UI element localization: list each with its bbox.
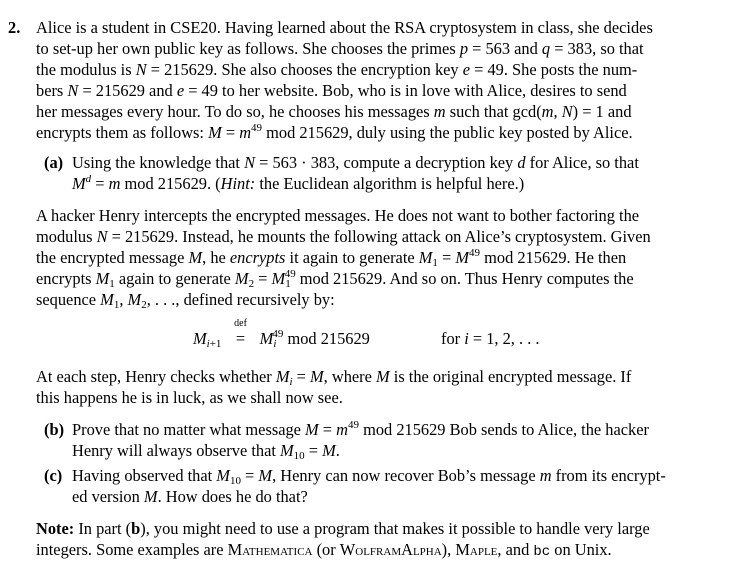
intro-line-2: to set-up her own public key as follows. She chooses the primes p = 563 and q = 383, so that xyxy=(36,39,644,58)
part-b-line-1: Prove that no matter what message $M = m^{49}$ mod 215629 Bob sends to Alice, the hacker xyxy=(72,419,649,439)
intro-line-3: the modulus is N = 215629. She also chooses the encryption key e = 49. She posts the num- xyxy=(36,60,638,79)
intro-line-5: her messages every hour. To do so, he chooses his messages m such that gcd(m, N) = 1 and xyxy=(36,102,632,121)
part-a-line-2: $M^d = m$ mod 215629. (Hint: the Euclidean algorithm is helpful here.) xyxy=(72,173,525,193)
part-a-label: (a) xyxy=(44,153,64,172)
attack-line-3: the encrypted message M, he encrypts it again to generate $M1 = M^{49}$ mod 215629. He then xyxy=(36,247,627,269)
part-b-line-2: Henry will always observe that M10 = M. xyxy=(72,441,340,462)
part-a-line-1: Using the knowledge that N = 563 · 383, compute a decryption key d for Alice, so that xyxy=(72,153,639,172)
check-line-1: At each step, Henry checks whether Mi = M, where M is the original encrypted message. If xyxy=(36,367,632,388)
check-line-2: this happens he is in luck, as we shall now see. xyxy=(36,388,343,407)
attack-line-4: encrypts M1 again to generate $M2 = M1^{49}$ mod 215629. And so on. Thus Henry computes the xyxy=(36,268,634,290)
intro-line-1: Alice is a student in CSE20. Having learned about the RSA cryptosystem in class, she decides xyxy=(36,18,653,37)
recursion-condition: for i = 1, 2, . . . xyxy=(441,329,540,348)
note-line-2: integers. Some examples are Mathematica (or WolframAlpha), Maple, and bc on Unix. xyxy=(36,540,612,560)
recursion-equation: Mi+1 def = Mi$^{49}$ mod 215629 xyxy=(193,318,370,350)
def-mark: def xyxy=(234,318,247,329)
note-label: Note: xyxy=(36,519,75,538)
intro-line-6: encrypts them as follows: $M = m^{49}$ mod 215629, duly using the public key posted by Alice. xyxy=(36,122,633,142)
part-c-label: (c) xyxy=(44,466,63,485)
part-c-line-2: ed version M. How does he do that? xyxy=(72,487,308,506)
attack-line-1: A hacker Henry intercepts the encrypted messages. He does not want to bother factoring the xyxy=(36,206,640,225)
attack-line-2: modulus N = 215629. Instead, he mounts the following attack on Alice’s cryptosystem. Given xyxy=(36,227,651,246)
attack-line-5: sequence M1, M2, . . ., defined recursively by: xyxy=(36,290,335,311)
part-c-line-1: Having observed that M10 = M, Henry can now recover Bob’s message m from its encrypt- xyxy=(72,466,666,487)
intro-line-4: bers N = 215629 and e = 49 to her website. Bob, who is in love with Alice, desires to send xyxy=(36,81,627,100)
problem-number: 2. xyxy=(8,18,21,37)
note-line-1: Note: In part (b), you might need to use a program that makes it possible to handle very large xyxy=(36,519,650,538)
part-b-label: (b) xyxy=(44,420,65,439)
